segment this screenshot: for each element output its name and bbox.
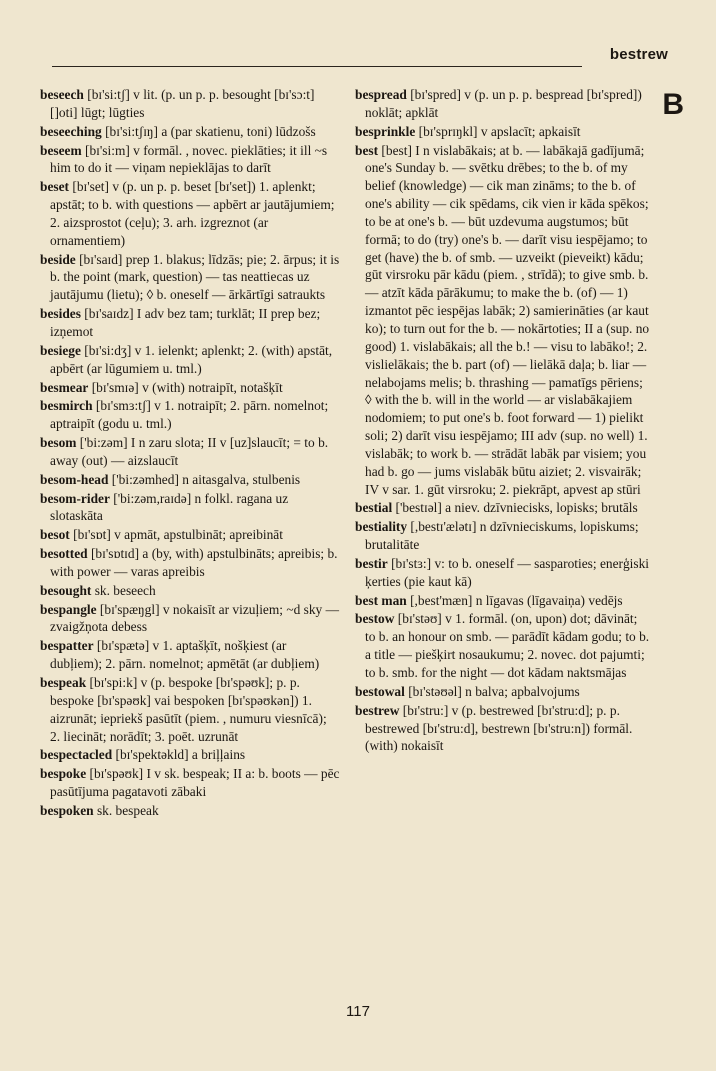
dictionary-entry — [40, 397, 340, 433]
entry-definition: [bɪ'smɜ:tʃ] v 1. notraipīt; 2. pārn. nomelnot; aptraipīt (godu u. tml.) — [50, 398, 332, 432]
dictionary-entry — [40, 86, 340, 122]
dictionary-entry — [40, 637, 340, 673]
entry-definition: [bɪ'si:dʒ] v 1. ielenkt; aplenkt; 2. (with) apstāt, apbērt (ar lūgumiem u. tml.) — [50, 342, 336, 376]
entry-headword: bestir — [355, 555, 388, 571]
entry-definition: ['bi:zəmhed] n aitasgalva, stulbenis — [108, 471, 301, 487]
entry-headword: besmear — [40, 379, 89, 395]
entry-headword: beseeching — [40, 123, 102, 139]
dictionary-entry — [40, 305, 340, 341]
entry-definition: ['bi:zəm,raɪdə] n folkl. ragana uz slotaskāta — [50, 490, 292, 524]
entry-definition: [bɪ'stəʊ] v 1. formāl. (on, upon) dot; dāvināt; to b. an honour on smb. — parādīt kādam godu; to b. a title — piešķirt nosaukumu; 2. novec. dot pajumti; to b. smb. for the night — dot kādam naktsmājas — [365, 611, 653, 680]
entry-headword: beside — [40, 251, 76, 267]
dictionary-entry — [40, 601, 343, 637]
entry-headword: besot — [40, 527, 70, 543]
entry-headword: beset — [40, 179, 70, 195]
entry-definition: [bɪ'si:tʃɪŋ] a (par skatienu, toni) lūdzošs — [101, 123, 316, 139]
dictionary-entry — [355, 499, 651, 517]
entry-headword: bespread — [355, 87, 407, 102]
entry-definition: [bɪ'stru:] v (p. bestrewed [bɪ'stru:d]; p. p. bestrewed [bɪ'stru:d], bestrewn [bɪ'stru:n]) formāl. (with) nokaisīt — [365, 702, 636, 754]
entry-definition: [bɪ'si:m] v formāl. , novec. pieklāties; it ill ~s him to do it — viņam nepieklājas to darīt — [50, 142, 331, 176]
entry-definition: [bɪ'spred] v (p. un p. p. bespread [bɪ'spred]) noklāt; apklāt — [365, 87, 646, 120]
entry-headword: bestiality — [355, 519, 408, 535]
entry-definition: [bɪ'spætə] v 1. aptašķīt, nošķiest (ar dubļiem); 2. pārn. nomelnot; apmētāt (ar dubļiem) — [50, 638, 320, 672]
entry-headword: bespeak — [40, 675, 87, 690]
dictionary-entry — [40, 142, 340, 178]
entry-definition: [bɪ'spi:k] v (p. bespoke [bɪ'spəʊk]; p. p. bespoke [bɪ'spəʊk] vai bespoken [bɪ'spəʊkən]) 1. aizrunāt; iepriekš pasūtīt (piem. , numuru viesnīcā); 2. liecināt; norādīt; 3. poēt. uzrunāt — [50, 675, 331, 744]
entry-headword: besom-rider — [40, 490, 110, 506]
dictionary-entry — [40, 802, 340, 820]
entry-definition: [bɪ'spəʊk] I v sk. bespeak; II a: b. boots — pēc pasūtījuma pagatavoti zābaki — [50, 766, 343, 800]
dictionary-entry — [40, 434, 340, 470]
entry-headword: bestow — [355, 611, 395, 627]
dictionary-entry — [40, 582, 340, 600]
dictionary-entry — [355, 123, 651, 141]
entry-definition: [best] I n vislabākais; at b. — labākajā gadījumā; one's Sunday b. — svētku drēbes; to the b. of my belief (knowledge) — cik man zināms; to the b. of one's ability — cik spēdams, cik vien ir kāda spēkos; to be at one's b. — būt uzdevuma augstumos; būt formā; to do (try) one's b. — darīt visu iespējamo; to get (have) the b. of smb. — uzveikt (pieveikt) kādu; gūt virsroku pār kādu (piem. , strīdā); to give smb. b. — atzīt kāda pārākumu; to make the b. (of) — 1) izmantot pēc iespējas labāk; 2) samierināties (ar kaut ko); to turn out for the b. — nokārtoties; II a (sup. no good) 1. vislabākais; all the b.! — visu to labāko!; 2. vislielākais; the b. part (of) — lielākā daļa; b. liar — nelabojams melis; b. thrashing — pamatīgs pēriens; ◊ with the b. will in the world — ar vislabākajiem nodomiem; to put one's b. foot forward — 1) pielikt soli; 2) darīt visu iespējamo; III adv (sup. no well) 1. vislabāk; to work b. — strādāt labāk par visiem; you had b. go — jums vislabāk būtu aiziet; 2. visvairāk; IV v sar. 1. gūt virsroku; 2. piekrāpt, apvest ap stūri — [365, 142, 653, 497]
entry-headword: besides — [40, 306, 81, 322]
entry-headword: bespangle — [40, 601, 97, 617]
dictionary-entry — [40, 746, 340, 764]
entry-headword: besom-head — [40, 471, 109, 487]
entry-headword: besought — [40, 582, 92, 598]
entry-definition: [,best'mæn] n līgavas (līgavaiņa) vedējs — [406, 592, 623, 608]
entry-headword: beseem — [40, 142, 82, 158]
dictionary-entry — [355, 592, 651, 610]
right-column — [355, 86, 651, 756]
entry-headword: bespoken — [40, 802, 94, 818]
entry-headword: beseech — [40, 87, 84, 102]
entry-headword: bestrew — [355, 702, 400, 718]
entry-headword: bespoke — [40, 766, 87, 782]
entry-headword: besprinkle — [355, 123, 416, 139]
entry-headword: besotted — [40, 546, 88, 562]
dictionary-entry — [355, 518, 651, 554]
dictionary-entry — [40, 490, 340, 526]
section-letter-tab: B — [662, 88, 684, 121]
dictionary-entry — [40, 674, 340, 745]
entry-definition: [bɪ'saɪdz] I adv bez tam; turklāt; II prep bez; izņemot — [50, 306, 324, 339]
guide-word: bestrew — [609, 46, 668, 63]
dictionary-entry — [40, 178, 340, 249]
entry-headword: best — [355, 142, 379, 158]
entry-definition: sk. beseech — [91, 582, 156, 598]
dictionary-entry — [355, 683, 651, 701]
dictionary-entry — [40, 251, 343, 305]
entry-headword: best man — [355, 592, 407, 608]
entry-definition: ['bi:zəm] I n zaru slota; II v [uz]slaucīt; = to b. away (out) — aizslaucīt — [50, 435, 332, 468]
entry-definition: [bɪ'stəʊəl] n balva; apbalvojums — [404, 683, 580, 699]
entry-definition: [bɪ'stɜ:] v: to b. oneself — sasparoties; enerģiski ķerties (pie kaut kā) — [365, 555, 653, 589]
entry-definition: [,bestɪ'ælətɪ] n dzīvnieciskums, lopiskums; brutalitāte — [365, 519, 642, 553]
dictionary-entry — [40, 765, 343, 801]
dictionary-entry — [355, 610, 651, 681]
page-number: 117 — [346, 1003, 370, 1020]
entry-headword: bespatter — [40, 638, 94, 654]
dictionary-entry — [355, 142, 651, 499]
dictionary-entry — [355, 86, 651, 122]
dictionary-entry — [40, 123, 340, 141]
entry-definition: [bɪ'spektəkld] a briļļains — [112, 747, 246, 763]
entry-headword: besom — [40, 435, 77, 451]
entry-headword: bestial — [355, 500, 393, 516]
dictionary-entry — [40, 471, 340, 489]
entry-definition: [bɪ'sɒtɪd] a (by, with) apstulbināts; apreibis; b. with power — varas apreibis — [50, 546, 341, 579]
entry-definition: [bɪ'spæŋgl] v nokaisīt ar vizuļiem; ~d sky — zvaigžņota debess — [50, 601, 343, 635]
entry-definition: sk. bespeak — [93, 802, 159, 818]
dictionary-entry — [355, 702, 651, 756]
dictionary-entry — [40, 526, 340, 544]
dictionary-entry — [355, 555, 651, 591]
entry-headword: bestowal — [355, 683, 405, 699]
entry-definition: [bɪ'saɪd] prep 1. blakus; līdzās; pie; 2. ārpus; it is b. the point (mark, question) — tas neattiecas uz jautājumu (lietu); ◊ b. oneself — ārkārtīgi satraukts — [50, 251, 343, 303]
entry-definition: [bɪ'sɒt] v apmāt, apstulbināt; apreibināt — [69, 527, 283, 543]
entry-definition: [bɪ'si:tʃ] v lit. (p. un p. p. besought [bɪ'sɔ:t] []oti] lūgt; lūgties — [50, 87, 318, 120]
entry-headword: bespectacled — [40, 747, 113, 763]
entry-definition: [bɪ'sprɪŋkl] v apslacīt; apkaisīt — [415, 123, 581, 139]
left-column — [40, 86, 343, 821]
dictionary-entry — [40, 545, 340, 581]
entry-headword: besiege — [40, 342, 81, 358]
entry-headword: besmirch — [40, 398, 93, 414]
header-rule — [52, 66, 582, 67]
entry-definition: [bɪ'set] v (p. un p. p. beset [bɪ'set]) 1. aplenkt; apstāt; to b. with questions — apbērt ar jautājumiem; 2. aizsprostot (ceļu); 3. arh. izgreznot (ar ornamentiem) — [50, 179, 338, 248]
dictionary-entry — [40, 342, 340, 378]
entry-definition: ['bestɪəl] a niev. dzīvniecisks, lopisks; brutāls — [392, 500, 638, 516]
entry-definition: [bɪ'smɪə] v (with) notraipīt, notašķīt — [88, 379, 283, 395]
dictionary-entry — [40, 379, 340, 397]
